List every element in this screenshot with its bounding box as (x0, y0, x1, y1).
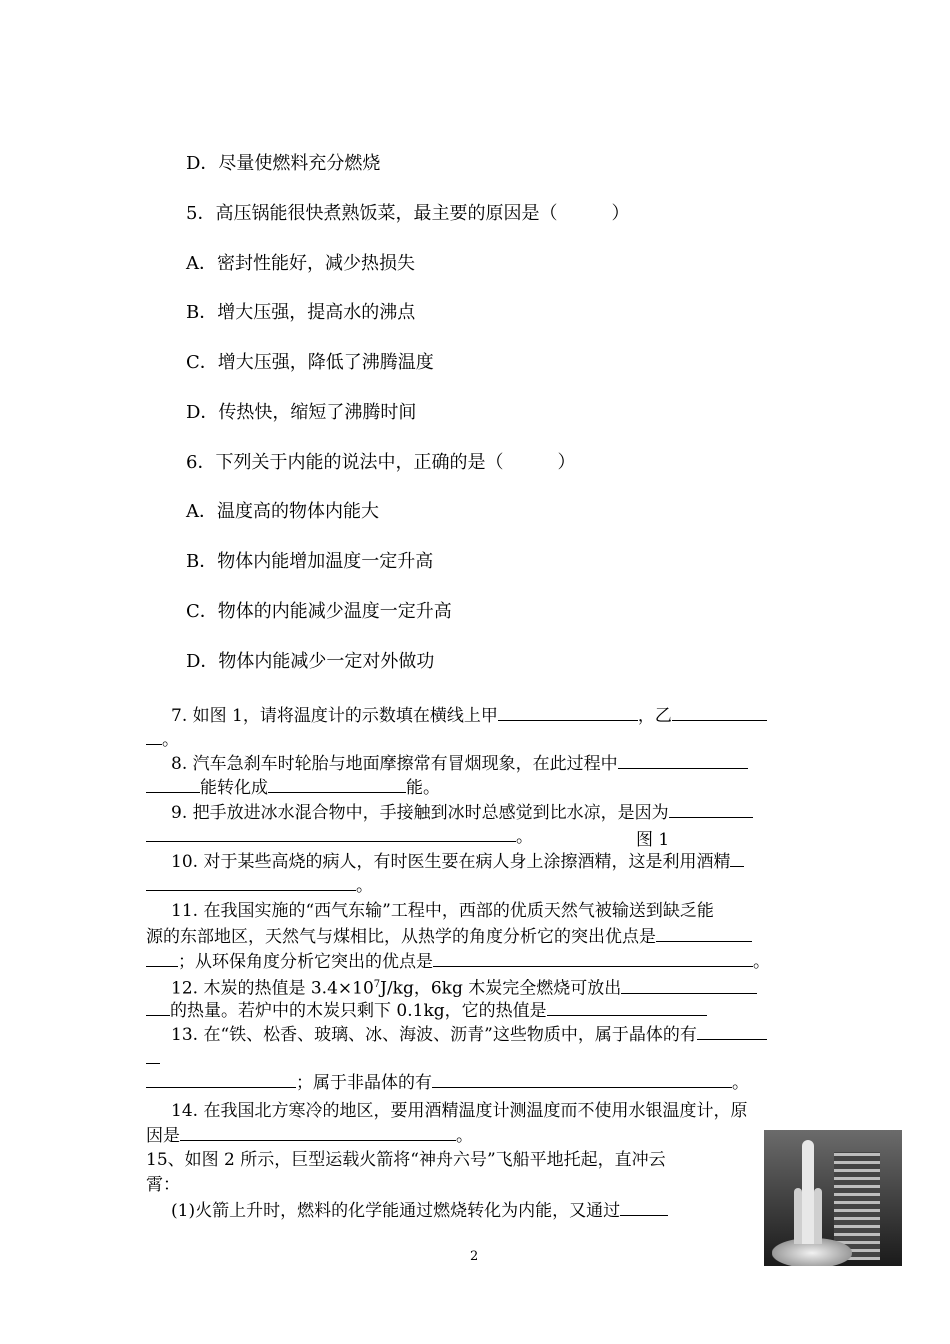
q8-blank-2[interactable] (268, 776, 406, 793)
page-number: 2 (470, 1249, 479, 1264)
q7-line2 (146, 728, 179, 751)
q5-option-c: C．增大压强，降低了沸腾温度 (186, 352, 434, 373)
q7-text-yi: ，乙 (637, 706, 672, 726)
q13-blank-1[interactable] (697, 1023, 767, 1040)
rocket-booster-left (794, 1188, 802, 1244)
q6-option-d: D．物体内能减少一定对外做功 (186, 651, 435, 672)
q12-text-2: J/kg，6kg 木炭完全燃烧可放出 (380, 978, 622, 999)
q11-end: 。 (753, 952, 770, 972)
q13-blank-2[interactable] (432, 1071, 732, 1088)
q14-text-2: 因是 (146, 1126, 180, 1146)
q9-text: 9. 把手放进冰水混合物中，手接触到冰时总感觉到比水凉，是因为 (171, 803, 669, 823)
rocket-booster-right (814, 1188, 822, 1244)
q13-text: 13. 在“铁、松香、玻璃、冰、海波、沥青”这些物质中，属于晶体的有 (171, 1025, 697, 1045)
q10-blank-cont[interactable] (146, 874, 356, 891)
q8-text: 8. 汽车急刹车时轮胎与地面摩擦常有冒烟现象，在此过程中 (171, 754, 618, 774)
q9-blank[interactable] (669, 801, 753, 818)
q15-line2: 霄： (146, 1175, 180, 1195)
q12-blank-2[interactable] (547, 999, 707, 1016)
q8-line2 (146, 776, 440, 799)
q5-option-a: A．密封性能好，减少热损失 (186, 253, 415, 274)
q15-line1: 15、如图 2 所示，巨型运载火箭将“神舟六号”飞船平地托起，直冲云 (146, 1150, 666, 1170)
q7-line1 (171, 704, 767, 727)
q12-text-1: 12. 木炭的热值是 3.4×10 (171, 978, 374, 999)
q9-line2 (146, 825, 533, 848)
q15-text-3: (1)火箭上升时，燃料的化学能通过燃烧转化为内能，又通过 (171, 1201, 621, 1221)
q7-blank-yi[interactable] (672, 704, 767, 721)
q11-blank-2[interactable] (433, 950, 753, 967)
q15-line3 (171, 1199, 668, 1222)
q11-blank-1-cont[interactable] (146, 950, 178, 967)
q9-blank-cont[interactable] (146, 825, 516, 842)
q13-blank-1-wrap[interactable] (146, 1047, 160, 1064)
q13-line3 (146, 1071, 749, 1094)
q8-blank-1-cont[interactable] (146, 776, 200, 793)
q14-blank[interactable] (180, 1124, 456, 1141)
q13-line1 (171, 1023, 767, 1046)
q6-option-a: A．温度高的物体内能大 (186, 501, 379, 522)
q7-end: 。 (162, 730, 179, 750)
q11-text-3: ；从环保角度分析它突出的优点是 (178, 952, 433, 972)
q11-line1: 11. 在我国实施的“西气东输”工程中，西部的优质天然气被输送到缺乏能 (171, 901, 714, 921)
q4-option-d: D．尽量使燃料充分燃烧 (186, 153, 381, 174)
q7-text: 7. 如图 1，请将温度计的示数填在横线上甲 (171, 706, 498, 726)
q6-stem: 6．下列关于内能的说法中，正确的是（ ） (186, 452, 576, 473)
q12-exponent: 7 (373, 979, 381, 990)
q13-end: 。 (732, 1073, 749, 1093)
q5-stem: 5．高压锅能很快煮熟饭菜，最主要的原因是（ ） (186, 203, 630, 224)
q9-end: 。 (516, 827, 533, 847)
q6-option-b: B．物体内能增加温度一定升高 (186, 551, 434, 572)
q13-blank-1-cont[interactable] (146, 1071, 296, 1088)
q14-end: 。 (456, 1126, 473, 1146)
q8-text-2: 能转化成 (200, 778, 268, 798)
q15-blank-1[interactable] (620, 1199, 668, 1216)
q13-line2 (146, 1047, 160, 1070)
q10-end: 。 (356, 876, 373, 896)
q11-text-2: 源的东部地区，天然气与煤相比，从热学的角度分析它的突出优点是 (146, 927, 656, 947)
q11-line3 (146, 950, 770, 973)
q5-option-b: B．增大压强，提高水的沸点 (186, 302, 416, 323)
q7-blank-jia[interactable] (498, 704, 638, 721)
q10-line2 (146, 874, 373, 897)
q12-line1 (171, 974, 757, 1000)
q5-option-d: D．传热快，缩短了沸腾时间 (186, 402, 417, 423)
q12-text-3: 的热量。若炉中的木炭只剩下 0.1kg，它的热值是 (170, 1001, 547, 1021)
q8-line1 (171, 752, 748, 775)
q8-blank-1[interactable] (618, 752, 748, 769)
q8-end: 能。 (406, 778, 440, 798)
figure-1-caption: 图 1 (636, 830, 670, 850)
q14-line2 (146, 1124, 473, 1147)
q12-line2 (146, 999, 707, 1022)
q6-option-c: C．物体的内能减少温度一定升高 (186, 601, 452, 622)
q11-line2 (146, 925, 752, 948)
figure-2-rocket-photo (764, 1130, 902, 1266)
q13-text-2: ；属于非晶体的有 (296, 1073, 432, 1093)
q12-blank-1-cont[interactable] (146, 999, 170, 1016)
q11-blank-1[interactable] (656, 925, 752, 942)
q10-text: 10. 对于某些高烧的病人，有时医生要在病人身上涂擦酒精，这是利用酒精 (171, 852, 731, 872)
q14-line1: 14. 在我国北方寒冷的地区，要用酒精温度计测温度而不使用水银温度计，原 (171, 1101, 748, 1121)
rocket-body (802, 1140, 814, 1244)
q10-line1 (171, 850, 744, 873)
q12-blank-1[interactable] (621, 977, 757, 994)
q10-blank[interactable] (730, 850, 744, 867)
q7-blank-yi-cont[interactable] (146, 728, 162, 745)
q9-line1 (171, 801, 753, 824)
